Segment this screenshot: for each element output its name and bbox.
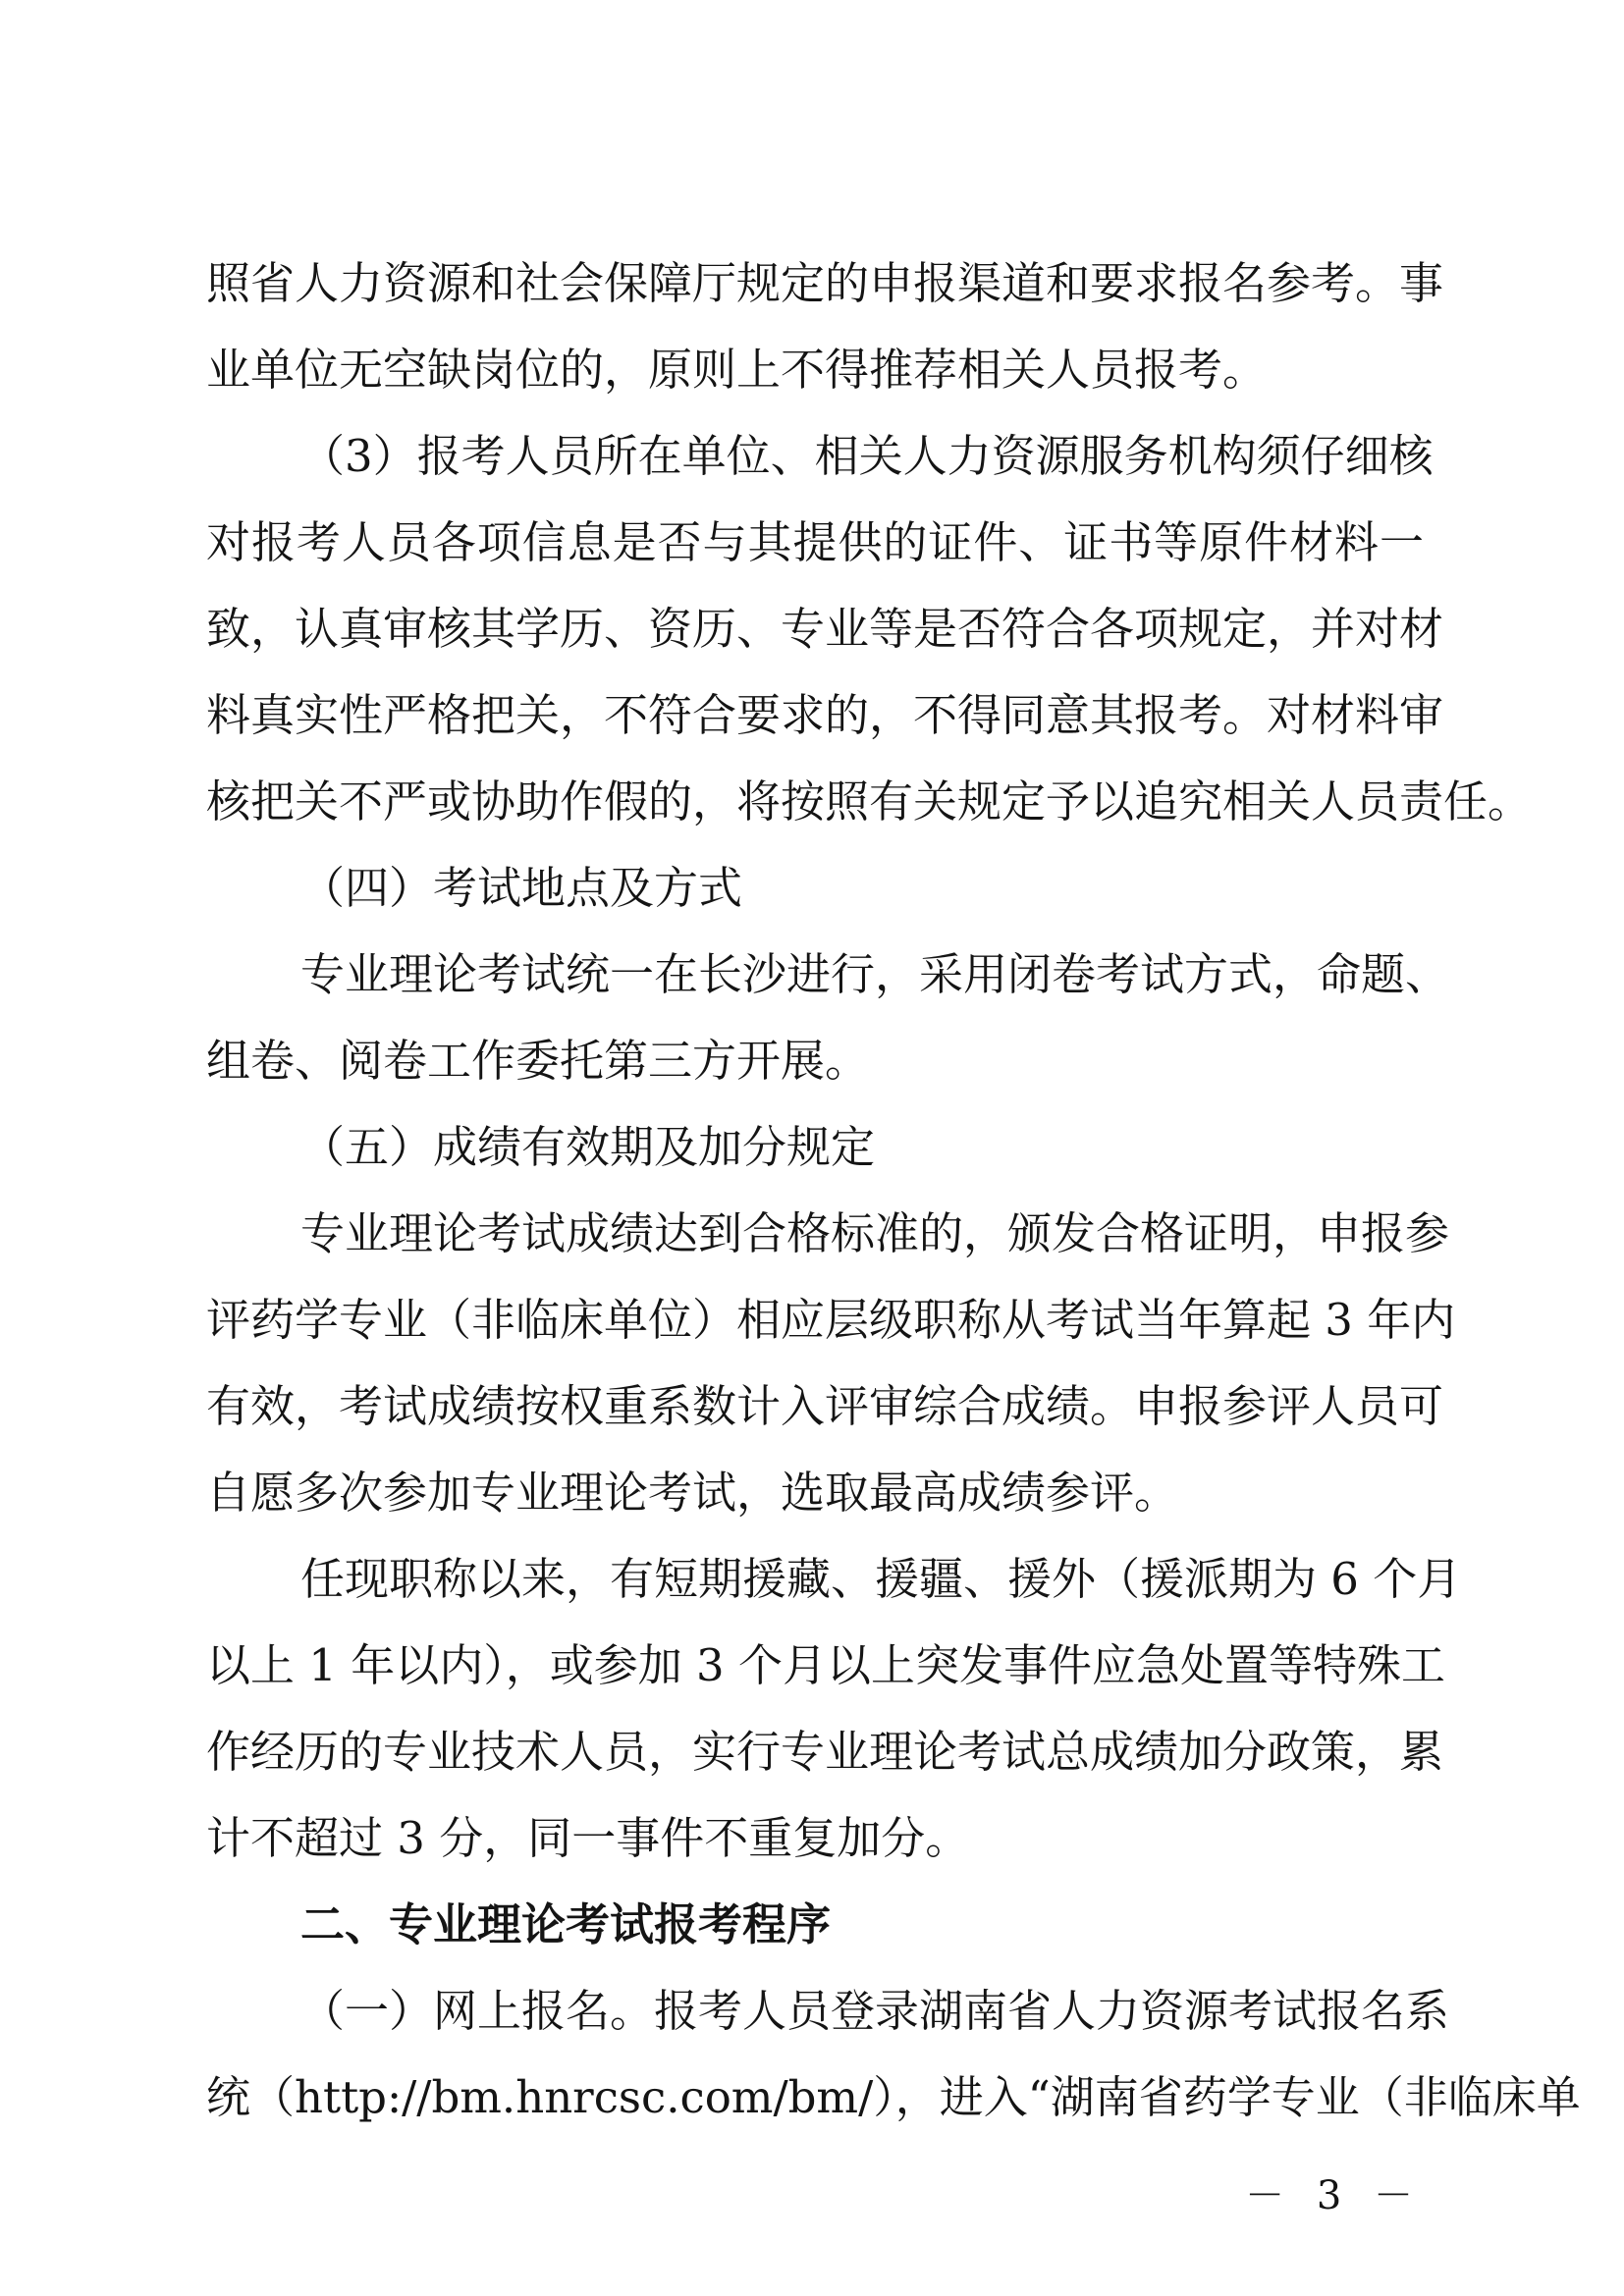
text-line: 专业理论考试成绩达到合格标准的，颁发合格证明，申报参 [300, 1207, 1450, 1259]
text-line: 计不超过 3 分，同一事件不重复加分。 [206, 1812, 970, 1864]
text-line: （一）网上报名。报考人员登录湖南省人力资源考试报名系 [300, 1985, 1450, 2037]
text-line: 自愿多次参加专业理论考试，选取最高成绩参评。 [206, 1467, 1179, 1519]
document-body [206, 240, 1581, 2141]
text-line: 料真实性严格把关，不符合要求的，不得同意其报考。对材料审 [206, 689, 1444, 741]
section-subheading: （五）成绩有效期及加分规定 [300, 1121, 876, 1173]
text-line: 作经历的专业技术人员，实行专业理论考试总成绩加分政策，累 [206, 1726, 1444, 1778]
text-line: 统（http://bm.hnrcsc.com/bm/），进入“湖南省药学专业（非临床单 [206, 2071, 1581, 2123]
text-line: 专业理论考试统一在长沙进行，采用闭卷考试方式，命题、 [300, 948, 1450, 1000]
text-line: （3）报考人员所在单位、相关人力资源服务机构须仔细核 [300, 430, 1434, 482]
text-line: 核把关不严或协助作假的，将按照有关规定予以追究相关人员责任。 [206, 775, 1533, 828]
text-line: 有效，考试成绩按权重系数计入评审综合成绩。申报参评人员可 [206, 1380, 1444, 1432]
section-subheading: （四）考试地点及方式 [300, 862, 743, 914]
text-line: 组卷、阅卷工作委托第三方开展。 [206, 1035, 870, 1087]
text-line: 任现职称以来，有短期援藏、援疆、援外（援派期为 6 个月 [300, 1553, 1462, 1605]
section-heading: 二、专业理论考试报考程序 [300, 1898, 832, 1950]
text-line: 对报考人员各项信息是否与其提供的证件、证书等原件材料一 [206, 516, 1424, 568]
text-line: 照省人力资源和社会保障厅规定的申报渠道和要求报名参考。事 [206, 257, 1444, 309]
page-number: － 3 － [1245, 2173, 1423, 2218]
text-line: 评药学专业（非临床单位）相应层级职称从考试当年算起 3 年内 [206, 1294, 1456, 1346]
text-line: 业单位无空缺岗位的，原则上不得推荐相关人员报考。 [206, 344, 1268, 396]
text-line: 致，认真审核其学历、资历、专业等是否符合各项规定，并对材 [206, 603, 1444, 655]
text-line: 以上 1 年以内），或参加 3 个月以上突发事件应急处置等特殊工 [206, 1639, 1445, 1691]
